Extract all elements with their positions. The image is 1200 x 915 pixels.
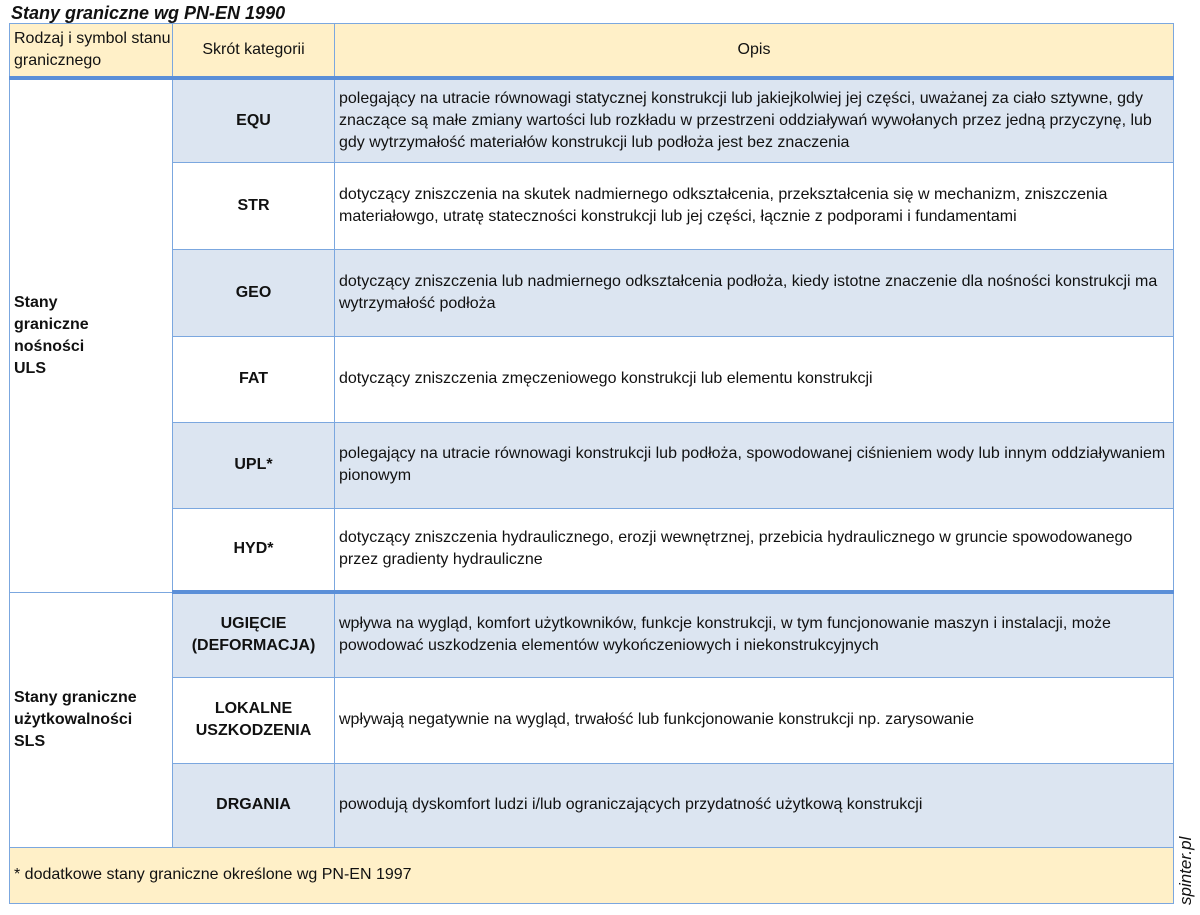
page-title: Stany graniczne wg PN-EN 1990 — [11, 3, 286, 23]
category-code: HYD* — [173, 508, 335, 592]
footnote-row — [10, 847, 1174, 903]
category-description: powodują dyskomfort ludzi i/lub ograniczających przydatność użytkową konstrukcji — [335, 763, 1174, 847]
table-row — [10, 422, 1174, 508]
category-code: UGIĘCIE (DEFORMACJA) — [173, 592, 335, 677]
category-code: LOKALNE USZKODZENIA — [173, 677, 335, 763]
category-code: UPL* — [173, 422, 335, 508]
table-row — [10, 592, 1174, 677]
category-description: wpływają negatywnie na wygląd, trwałość lub funkcjonowanie konstrukcji np. zarysowanie — [335, 677, 1174, 763]
category-description: dotyczący zniszczenia na skutek nadmiernego odkształcenia, przekształcenia się w mechanizm, zniszczenia materiałowgo, utratę stateczności konstrukcji lub jej części, łącznie z podporami i fundamentami — [335, 162, 1174, 249]
header-category-abbrev: Skrót kategorii — [173, 24, 335, 79]
table-row — [10, 162, 1174, 249]
table-header-row — [10, 24, 1174, 79]
category-description: dotyczący zniszczenia lub nadmiernego odkształcenia podłoża, kiedy istotne znaczenie dla nośności konstrukcji ma wytrzymałość podłoża — [335, 249, 1174, 336]
category-description: dotyczący zniszczenia hydraulicznego, erozji wewnętrznej, przebicia hydraulicznego w gruncie spowodowanego przez gradienty hydrauliczne — [335, 508, 1174, 592]
table-row — [10, 336, 1174, 422]
category-code: DRGANIA — [173, 763, 335, 847]
header-description: Opis — [335, 24, 1174, 79]
category-description: dotyczący zniszczenia zmęczeniowego konstrukcji lub elementu konstrukcji — [335, 336, 1174, 422]
header-type-symbol: Rodzaj i symbol stanu granicznego — [10, 24, 173, 79]
category-description: polegający na utracie równowagi statycznej konstrukcji lub jakiejkolwiej jej części, uważanej za ciało sztywne, gdy znaczące są małe zmiany wartości lub rozkładu w przestrzeni oddziaływań wywołanych przez jedną przyczynę, lub gdy wytrzymałość materiałów konstrukcji lub podłoża jest bez znaczenia — [335, 78, 1174, 162]
category-description: polegający na utracie równowagi konstrukcji lub podłoża, spowodowanej ciśnieniem wody lub innym oddziaływaniem pionowym — [335, 422, 1174, 508]
category-code: STR — [173, 162, 335, 249]
category-code: GEO — [173, 249, 335, 336]
category-code: EQU — [173, 78, 335, 162]
table-row — [10, 508, 1174, 592]
limit-states-table — [9, 23, 1174, 904]
table-row — [10, 677, 1174, 763]
table-row — [10, 763, 1174, 847]
table-row — [10, 249, 1174, 336]
group-label-sls: Stany graniczne użytkowalności SLS — [10, 592, 173, 847]
group-label-uls: Stany graniczne nośności ULS — [10, 78, 173, 592]
category-description: wpływa na wygląd, komfort użytkowników, funkcje konstrukcji, w tym funcjonowanie maszyn i instalacji, może powodować uszkodzenia elementów wykończeniowych i niekonstrukcyjnych — [335, 592, 1174, 677]
table-row — [10, 78, 1174, 162]
category-code: FAT — [173, 336, 335, 422]
watermark: spinter.pl — [1176, 836, 1195, 905]
footnote: * dodatkowe stany graniczne określone wg PN-EN 1997 — [10, 847, 1174, 903]
